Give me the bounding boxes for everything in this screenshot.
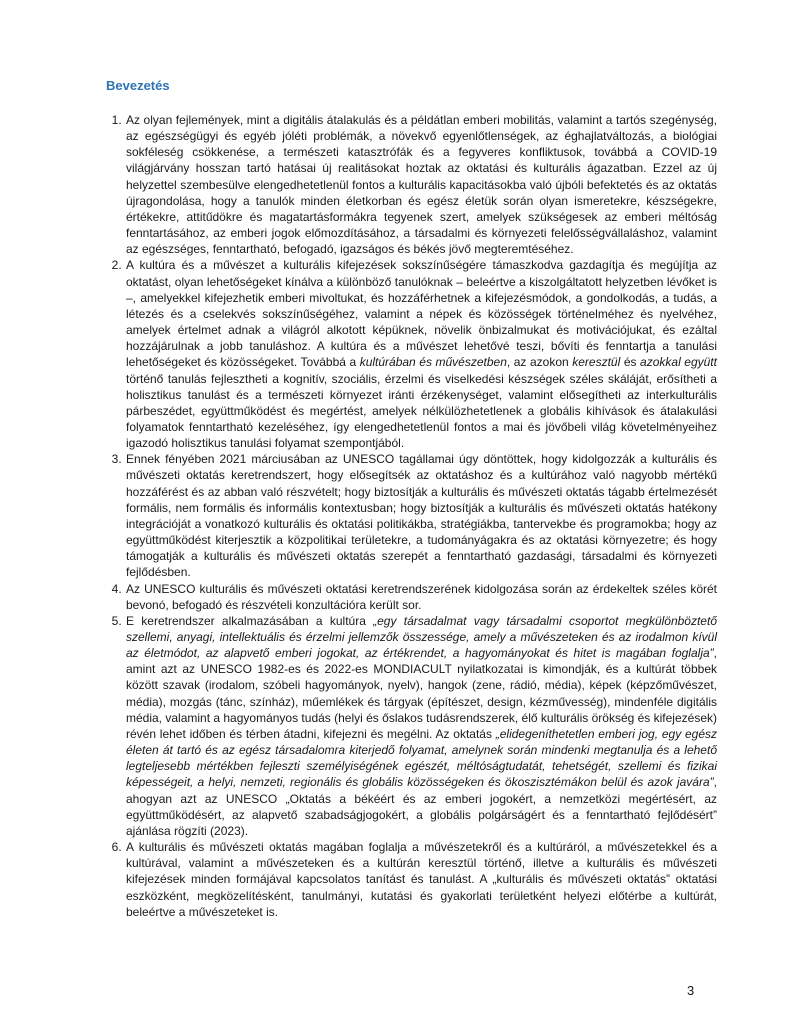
- paragraph-text: Az UNESCO kulturális és művészeti oktatási keretrendszerének kidolgozása során az érdekeltek széles körét bevonó, befogadó és részvételi konzultációra került sor.: [126, 581, 717, 612]
- italic-text: „egy társadalmat vagy társadalmi csoportot megkülönböztető szellemi, anyagi, intellektuális és érzelmi jellemzők összessége, amely a művészeteken és az irodalmon kívül az életmódot, az alapvető emberi jogokat, az értékrendet, a hagyományokat és hitet is magában foglalja”: [126, 613, 717, 661]
- page-number: 3: [687, 983, 695, 998]
- paragraph-item-4: [125, 581, 717, 613]
- paragraph-text: A kultúra és a művészet a kulturális kifejezések sokszínűségére támaszkodva gazdagítja és megújítja az oktatást, olyan lehetőségeket kínálva a különböző tanulóknak – beleértve a kiszolgáltatott helyzetben lévőket is –, amelyekkel kifejezhetik emberi mivoltukat, és hozzáférhetnek a kifejezésmódok, a gondolkodás, a tudás, a létezés és a cselekvés sokszínűségéhez, valamint a népek és közösségek történelméhez és nyelvéhez, amelyek értelmet adnak a világról alkotott képüknek, növelik önbizalmukat és motivációjukat, és ezáltal hozzájárulnak a jobb tanuláshoz. A kultúra és a művészet lehetővé teszi, bővíti és fenntartja a tanulási lehetőségeket és közösségeket. Továbbá a: [126, 258, 717, 370]
- paragraph-text: és: [620, 355, 641, 370]
- paragraph-item-3: [125, 451, 717, 580]
- numbered-paragraph-list: [105, 112, 717, 920]
- paragraph-text: , amint azt az UNESCO 1982-es és 2022-es MONDIACULT nyilatkozatai is kimondják, és a kultúrát többek között szavak (irodalom, szóbeli hagyományok, nyelv), hangok (zene, rádió, média), képek (képzőművészet, média), mozgás (tánc, színház), műemlékek és tárgyak (építészet, design, kézművesség), mindenféle digitális média, valamint a hagyományos tudás (helyi és őslakos tudásrendszerek, élő kulturális örökség és kifejezések) révén lehet időben és térben átadni, kifejezni és megélni. Az oktatás: [126, 646, 717, 741]
- paragraph-item-6: [125, 839, 717, 920]
- paragraph-text: , ahogyan azt az UNESCO „Oktatás a békéért és az emberi jogokért, a nemzetközi megértésért, az együttműködésért, az alapvető szabadságjogokért, a globális polgárságért és a fenntartható fejlődésért” ajánlása rögzíti (2023).: [126, 775, 717, 838]
- paragraph-text: Ennek fényében 2021 márciusában az UNESCO tagállamai úgy döntöttek, hogy kidolgozzák a kulturális és művészeti oktatás keretrendszert, hogy elősegítsék az oktatáshoz és a kultúrához való nagyobb mértékű hozzáférést és az abban való részvételt; hogy biztosítják a kulturális és művészeti oktatás tágabb értelmezését formális, nem formális és informális kontextusban; hogy biztosítják a kulturális és művészeti oktatás hatékony integrációját a vonatkozó kulturális és oktatási politikákba, stratégiákba, tantervekbe és programokba; hogy az együttműködést kiterjesztik a közpolitikai területekre, a tudományágakra és az oktatási környezetre; és hogy támogatják a kulturális és művészeti oktatás szerepét a fenntartható gazdasági, társadalmi és környezeti fejlődésben.: [126, 452, 717, 580]
- paragraph-item-1: [125, 112, 717, 257]
- italic-text: keresztül: [572, 355, 621, 370]
- paragraph-item-5: [125, 613, 717, 839]
- paragraph-item-2: [125, 257, 717, 451]
- italic-text: azokkal együtt: [640, 355, 717, 370]
- section-heading: Bevezetés: [106, 78, 170, 93]
- italic-text: „elidegeníthetetlen emberi jog, egy egész életen át tartó és az egész társadalomra kiterjedő folyamat, amelynek során mindenki megtanulja és a lehető legteljesebb mértékben fejleszti személyiségének egészét, méltóságtudatát, tehetségét, szellemi és fizikai képességeit, a helyi, nemzeti, regionális és globális közösségeken és ökoszisztémákon belül és azok javára”: [126, 726, 717, 790]
- paragraph-text: A kulturális és művészeti oktatás magában foglalja a művészetekről és a kultúráról, a művészetekkel és a kultúrával, valamint a művészeteken és a kultúrán keresztül történő, illetve a kulturális és művészeti kifejezések minden formájával kapcsolatos tanítást és tanulást. A „kulturális és művészeti oktatás” oktatási eszközként, megközelítésként, tanulmányi, kutatási és gyakorlati területként helyezi előtérbe a kultúrát, beleértve a művészeteket is.: [126, 840, 717, 919]
- paragraph-text: Az olyan fejlemények, mint a digitális átalakulás és a példátlan emberi mobilitás, valamint a tartós szegénység, az egészségügyi és egyéb jóléti problémák, a növekvő egyenlőtlenségek, az éghajlatváltozás, a biológiai sokféleség csökkenése, a természeti katasztrófák és a fegyveres konfliktusok, továbbá a COVID-19 világjárvány hosszan tartó hatásai új realitásokat hoztak az oktatási és kulturális ágazatban. Ezzel az új helyzettel szembesülve elengedhetetlenül fontos a kulturális kapacitásokba való újbóli befektetés és az oktatás újragondolása, hogy a tanulók minden életkorban és egész életük során olyan ismeretekre, készségekre, értékekre, attitűdökre és magatartásformákra tegyenek szert, amelyek szükségesek az emberi méltóság fenntartásához, az emberi jogok előmozdításához, a társadalmi és környezeti felelősségvállaláshoz, valamint az egészséges, fenntartható, befogadó, igazságos és békés jövő megteremtéséhez.: [126, 113, 717, 257]
- paragraph-text: E keretrendszer alkalmazásában a kultúra: [126, 613, 374, 628]
- paragraph-text: történő tanulás fejlesztheti a kognitív, szociális, érzelmi és viselkedési készségek széles skáláját, erősítheti a holisztikus tanulást és a természeti környezet iránti érzékenységet, valamint elősegítheti az interkulturális párbeszédet, együttműködést és megértést, amelyek nélkülözhetetlenek a globális kihívások és átalakulási folyamatok fenntartható kezeléséhez, így elengedhetetlenül fontos a mai és jövőbeli világ követelményeihez igazodó holisztikus tanulási folyamat szempontjából.: [126, 371, 717, 451]
- italic-text: kultúrában és művészetben: [359, 355, 507, 370]
- paragraph-text: , az azokon: [506, 355, 573, 370]
